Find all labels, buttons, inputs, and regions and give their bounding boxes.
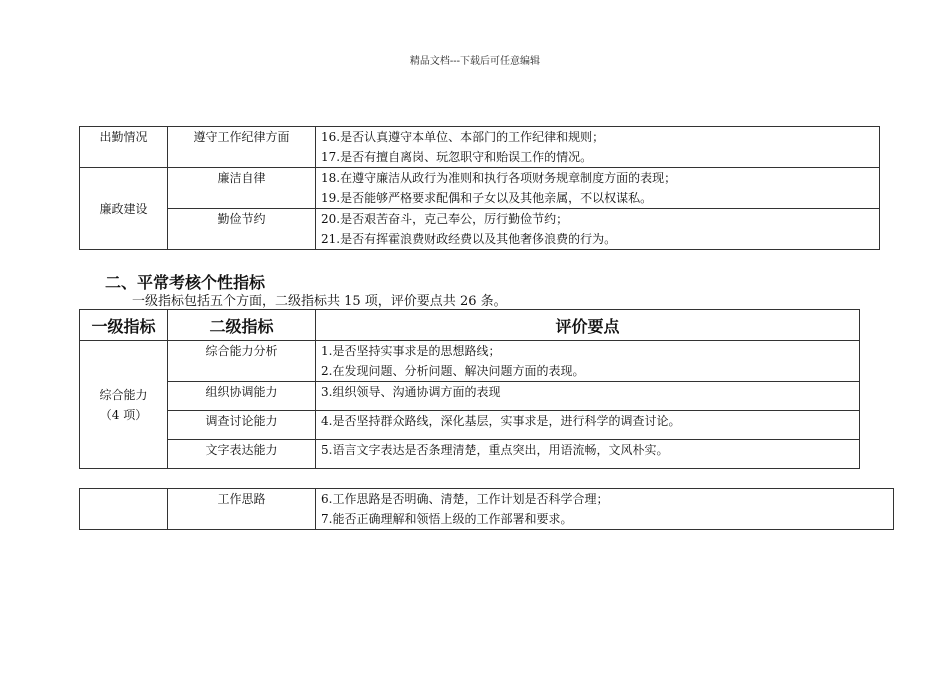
criteria-cell: [316, 209, 880, 250]
criteria-cell: [316, 440, 860, 469]
subcategory-cell: 工作思路: [168, 489, 316, 530]
table-row: [80, 489, 894, 530]
indicator-table-continued: [79, 488, 894, 530]
criteria-item: 19.是否能够严格要求配偶和子女以及其他亲属，不以权谋私。: [321, 191, 653, 205]
criteria-item: 18.在遵守廉洁从政行为准则和执行各项财务规章制度方面的表现；: [321, 171, 677, 185]
indicator-table-general: [79, 126, 880, 250]
category-count: （4 项）: [99, 407, 148, 422]
criteria-item: 2.在发现问题、分析问题、解决问题方面的表现。: [321, 364, 585, 378]
column-header: 二级指标: [168, 310, 316, 341]
criteria-cell: [316, 411, 860, 440]
column-header: 评价要点: [316, 310, 860, 341]
section-intro: 一级指标包括五个方面，二级指标共 15 项，评价要点共 26 条。: [132, 294, 507, 309]
criteria-item: 5.语言文字表达是否条理清楚，重点突出，用语流畅，文风朴实。: [321, 443, 669, 457]
subcategory-cell: 文字表达能力: [168, 440, 316, 469]
subcategory-cell: 廉洁自律: [168, 168, 316, 209]
criteria-cell: [316, 489, 894, 530]
criteria-item: 17.是否有擅自离岗、玩忽职守和贻误工作的情况。: [321, 150, 593, 164]
category-name: 综合能力: [99, 387, 148, 402]
indicator-table-specific: [79, 309, 860, 469]
subcategory-cell: 组织协调能力: [168, 382, 316, 411]
criteria-item: 4.是否坚持群众路线，深化基层，实事求是，进行科学的调查讨论。: [321, 414, 681, 428]
table-row: [80, 168, 880, 209]
table-header-row: [80, 310, 860, 341]
table-row: [80, 209, 880, 250]
column-header: 一级指标: [80, 310, 168, 341]
category-cell: 廉政建设: [80, 168, 168, 250]
table-row: [80, 411, 860, 440]
criteria-item: 6.工作思路是否明确、清楚，工作计划是否科学合理；: [321, 492, 609, 506]
section-title: 二、平常考核个性指标: [105, 273, 266, 292]
criteria-cell: [316, 341, 860, 382]
page-header: 精品文档---下载后可任意编辑: [409, 56, 541, 67]
criteria-item: 1.是否坚持实事求是的思想路线；: [321, 344, 501, 358]
table-row: [80, 382, 860, 411]
criteria-cell: [316, 382, 860, 411]
subcategory-cell: 遵守工作纪律方面: [168, 127, 316, 168]
subcategory-cell: 勤俭节约: [168, 209, 316, 250]
criteria-item: 20.是否艰苦奋斗，克己奉公，厉行勤俭节约；: [321, 212, 569, 226]
table-row: [80, 341, 860, 382]
category-cell: 出勤情况: [80, 127, 168, 168]
subcategory-cell: 综合能力分析: [168, 341, 316, 382]
category-cell: [80, 341, 168, 469]
criteria-cell: [316, 168, 880, 209]
subcategory-cell: 调查讨论能力: [168, 411, 316, 440]
criteria-item: 3.组织领导、沟通协调方面的表现: [321, 385, 501, 399]
category-cell: [80, 489, 168, 530]
table-row: [80, 440, 860, 469]
criteria-item: 7.能否正确理解和领悟上级的工作部署和要求。: [321, 512, 573, 526]
criteria-item: 21.是否有挥霍浪费财政经费以及其他奢侈浪费的行为。: [321, 232, 617, 246]
table-row: [80, 127, 880, 168]
criteria-cell: [316, 127, 880, 168]
criteria-item: 16.是否认真遵守本单位、本部门的工作纪律和规则；: [321, 130, 605, 144]
